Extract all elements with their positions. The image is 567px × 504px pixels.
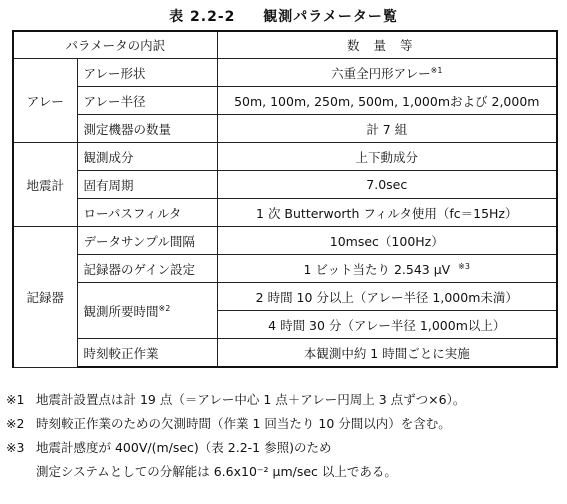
row-value: 7.0sec — [217, 171, 557, 199]
table-row — [13, 115, 557, 143]
header-value: 数量等 — [217, 31, 557, 59]
row-item: アレー形状 — [77, 59, 217, 87]
row-value: 1 次 Butterworth フィルタ使用（fc＝15Hz） — [217, 199, 557, 227]
table-row — [13, 255, 557, 283]
group-label-array: アレー — [13, 59, 77, 143]
footnote-text: 時刻較正作業のための欠測時間（作業 1 回当たり 10 分間以内）を含む。 — [36, 416, 451, 431]
row-value: 1 ビット当たり 2.543 μV $^{※3}$ — [217, 255, 557, 283]
table-row — [13, 227, 557, 255]
row-item: 観測成分 — [77, 143, 217, 171]
table-row — [13, 171, 557, 199]
row-value: 六重全円形アレー$^{※1}$ — [217, 59, 557, 87]
table-row — [13, 59, 557, 87]
footnote-continuation — [6, 460, 562, 484]
row-value: 10msec（100Hz） — [217, 227, 557, 255]
footnote-mark: ※1 — [430, 65, 443, 75]
footnote-mark: ※3 — [458, 261, 470, 271]
footnote-text: 地震計設置点は計 19 点（＝アレー中心 1 点＋アレー円周上 3 点ずつ×6）。 — [36, 392, 466, 407]
table-row — [13, 199, 557, 227]
parameter-table — [12, 30, 558, 368]
footnote — [6, 388, 562, 412]
row-item: データサンプル間隔 — [77, 227, 217, 255]
table-row — [13, 143, 557, 171]
footnote-text: 地震計感度が 400V/(m/sec)（表 2.2-1 参照)のため — [36, 440, 332, 455]
row-item: 測定機器の数量 — [77, 115, 217, 143]
row-value: 計 7 組 — [217, 115, 557, 143]
row-item: 固有周期 — [77, 171, 217, 199]
group-label-recorder: 記録器 — [13, 227, 77, 368]
footnote — [6, 412, 562, 436]
table-title: 観測パラメーター覧 — [263, 9, 398, 25]
table-row — [13, 87, 557, 115]
header-item: パラメータの内訳 — [13, 31, 217, 59]
table-header-row — [13, 31, 557, 59]
footnote — [6, 436, 562, 460]
row-item: 記録器のゲイン設定 — [77, 255, 217, 283]
row-item: アレー半径 — [77, 87, 217, 115]
footnote-mark: ※1 — [6, 392, 25, 407]
row-item: ローパスフィルタ — [77, 199, 217, 227]
row-value: 本観測中約 1 時間ごとに実施 — [217, 339, 557, 368]
row-value: 2 時間 10 分以上（アレー半径 1,000m未満） — [217, 283, 557, 311]
row-item: 観測所要時間$^{※2}$ — [77, 283, 217, 339]
table-number: 表 2.2-2 — [169, 9, 236, 25]
row-item: 時刻較正作業 — [77, 339, 217, 368]
footnotes — [6, 388, 562, 484]
table-caption — [0, 6, 567, 26]
group-label-seismometer: 地震計 — [13, 143, 77, 227]
row-value: 50m, 100m, 250m, 500m, 1,000mおよび 2,000m — [217, 87, 557, 115]
row-value: 4 時間 30 分（アレー半径 1,000m以上） — [217, 311, 557, 339]
table-row — [13, 283, 557, 311]
footnote-mark: ※3 — [6, 440, 25, 455]
table-row — [13, 339, 557, 368]
footnote-mark: ※2 — [6, 416, 25, 431]
footnote-mark: ※2 — [158, 303, 171, 313]
footnote-text: 測定システムとしての分解能は 6.6x10⁻² μm/sec 以上である。 — [36, 464, 397, 479]
row-value: 上下動成分 — [217, 143, 557, 171]
